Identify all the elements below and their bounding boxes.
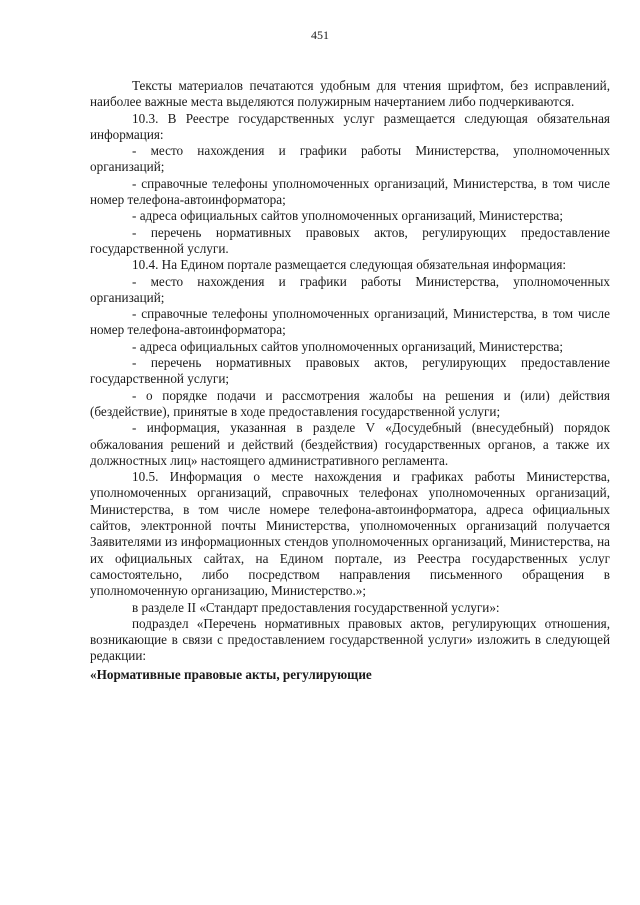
paragraph: - перечень нормативных правовых актов, регулирующих предоставление государственной услуги.: [90, 224, 610, 256]
paragraph: - перечень нормативных правовых актов, регулирующих предоставление государственной услуги;: [90, 355, 610, 387]
paragraph: в разделе II «Стандарт предоставления государственной услуги»:: [132, 599, 500, 615]
paragraph: - справочные телефоны уполномоченных организаций, Министерства, в том числе номер телефона-автоинформатора;: [90, 175, 610, 208]
paragraph: - информация, указанная в разделе V «Досудебный (внесудебный) порядок обжалования решений и действий (бездействия) государственных органов, а также их должностных лиц» настоящего административного регламента.: [90, 420, 610, 468]
paragraph: - место нахождения и графики работы Министерства, уполномоченных организаций;: [90, 273, 610, 305]
paragraph: 10.5. Информация о месте нахождения и графиках работы Министерства, уполномоченных организаций, справочных телефонах уполномоченных организаций, Министерства, в том числе номере телефона-автоинформатора, адреса официальных сайтов, электронной почты Министерства, уполномоченных организаций получается Заявителями из информационных стендов уполномоченных организаций, Министерства, на их официальных сайтах, на Едином портале, из Реестра государственных услуг самостоятельно, либо посредством направления письменного обращения в уполномоченную организацию, Министерство.»;: [90, 469, 610, 599]
paragraph: 10.3. В Реестре государственных услуг размещается следующая обязательная информация:: [90, 110, 610, 142]
paragraph: - о порядке подачи и рассмотрения жалобы на решения и (или) действия (бездействие), принятые в ходе предоставления государственной услуги;: [90, 387, 610, 419]
paragraph: Тексты материалов печатаются удобным для чтения шрифтом, без исправлений, наиболее важные места выделяются полужирным начертанием либо подчеркиваются.: [90, 78, 610, 110]
paragraph: - адреса официальных сайтов уполномоченных организаций, Министерства;: [132, 338, 564, 354]
document-body: [90, 78, 610, 683]
paragraph: - адреса официальных сайтов уполномоченных организаций, Министерства;: [132, 208, 564, 224]
paragraph: - место нахождения и графики работы Министерства, уполномоченных организаций;: [90, 143, 610, 175]
paragraph: 10.4. На Едином портале размещается следующая обязательная информация:: [132, 257, 567, 273]
paragraph: - справочные телефоны уполномоченных организаций, Министерства, в том числе номер телефона-автоинформатора;: [90, 306, 610, 338]
paragraph: подраздел «Перечень нормативных правовых актов, регулирующих отношения, возникающие в связи с предоставлением государственной услуги» изложить в следующей редакции:: [90, 615, 610, 664]
section-heading: «Нормативные правовые акты, регулирующие: [90, 666, 372, 682]
page-number: 451: [311, 28, 329, 42]
